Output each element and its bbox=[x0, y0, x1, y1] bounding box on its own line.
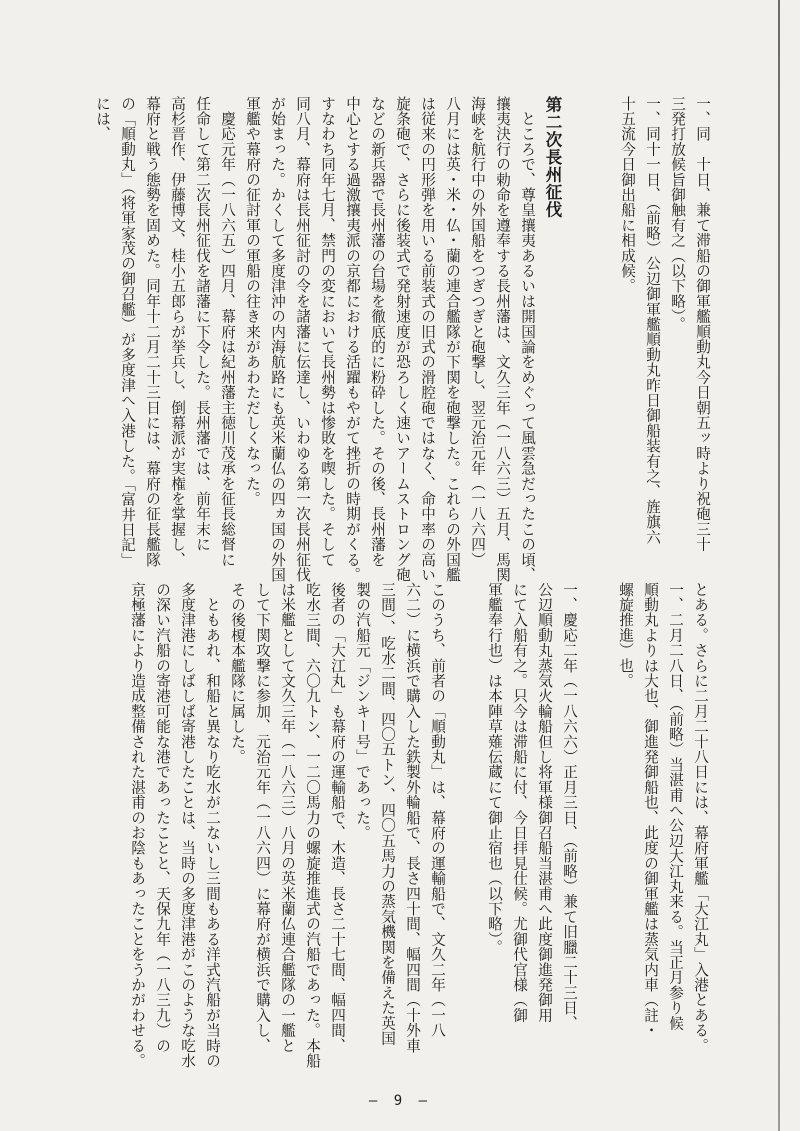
quote-line: 螺旋推進）也。 bbox=[617, 582, 634, 689]
text-line: 海峡を航行中の外国船をつぎつぎと砲撃し、翌元治元年（一八六四） bbox=[469, 96, 486, 568]
quote-line: 軍艦奉行也）は本陣草薙伝蔵にて御止宿也（以下略）。 bbox=[486, 582, 503, 955]
text-line: 後者の「大江丸」も幕府の運輸船で、木造、長さ二十七間、幅四間、 bbox=[329, 582, 346, 1054]
text-line: は従来の円形弾を用いる前装式の旧式の滑腔砲ではなく、命中率の高い bbox=[419, 96, 436, 583]
text-line: すなわち同年七月、禁門の変において長州勢は惨敗を喫した。そして bbox=[319, 96, 336, 568]
text-line: などの新兵器で長州藩の台場を徹底的に粉砕した。その後、長州藩を bbox=[369, 96, 386, 568]
section-title: 第二次長州征伐 bbox=[543, 96, 562, 219]
quote-line: 順動丸よりは大也、御進発御船也、此度の御軍艦は蒸気内車（註・ bbox=[642, 582, 659, 1038]
text-line: 攘夷決行の勅命を遵奉する長州藩は、文久三年（一八六三）五月、馬関 bbox=[494, 96, 511, 583]
text-line: の深い汽船の寄港可能な港であったことと、天保九年（一八三九）の bbox=[154, 582, 171, 1054]
quote-line: 一、二月二八日、（前略）当湛甫へ公辺大江丸来る。当正月参り候 bbox=[667, 582, 684, 1031]
text-line: 同八月、幕府は長州征討の令を諸藩に伝達し、いわゆる第一次長州征伐 bbox=[294, 96, 311, 583]
text-line: には、 bbox=[94, 96, 111, 142]
text-line: 吃水三間、六〇九トン、一二〇馬力の螺旋推進式の汽船であった。本船 bbox=[304, 582, 321, 1069]
text-line: ところで、尊皇攘夷あるいは開国論をめぐって風雲急だったこの頃、 bbox=[519, 96, 536, 583]
quote-line: にて入船有之。只今は滞船に付、今日拝見仕候。尤御代官様（御 bbox=[511, 582, 528, 1023]
text-line: 幕府と戦う態勢を固めた。同年十二月二十三日には、幕府の征長艦隊 bbox=[144, 96, 161, 568]
quote-line: 一、慶応二年（一八六六）正月三日、（前略）兼て旧臘二十三日、 bbox=[561, 582, 578, 1031]
top-quote-column bbox=[585, 96, 715, 552]
text-line: 製の汽船元「ジンキー号」であった。 bbox=[354, 582, 371, 841]
text-line: その後榎本艦隊に属した。 bbox=[229, 582, 246, 765]
text-line: 旋条砲で、さらに後装式で発射速度が恐ろしく速いアームストロング砲 bbox=[394, 96, 411, 583]
section-body bbox=[94, 96, 565, 583]
text-line: とある。さらに二月二十八日には、幕府軍艦「大江丸」入港とある。 bbox=[692, 582, 709, 1054]
bottom-right-column bbox=[588, 582, 713, 1054]
quote-line: 一、同十一日、（前略）公辺御軍艦順動丸昨日御船装有之、旌旗六 bbox=[644, 96, 661, 545]
text-line: 六二）に横浜で購入した鉄製外輪船で、長さ四十間、幅四間（十外車 bbox=[404, 582, 421, 1054]
text-line: 軍艦や幕府の征討軍の軍船の往き来があわただしくなった。 bbox=[244, 96, 261, 507]
page-number: — 9 — bbox=[368, 1093, 432, 1109]
text-line: 京極藩により造成整備された湛甫のお陰もあったことをうかがわせる。 bbox=[129, 582, 146, 1069]
text-line: して下関攻撃に参加、元治元年（一八六四）に幕府が横浜で購入し、 bbox=[254, 582, 271, 1054]
quote-line: 三発打放候旨御触有之（以下略）。 bbox=[669, 96, 686, 332]
text-line: 多度津港にしばしば寄港したことは、当時の多度津港がこのような吃水 bbox=[179, 582, 196, 1069]
bottom-middle-quote bbox=[452, 582, 582, 1031]
quote-line: 一、同 十日、兼て滞船の御軍艦順動丸今日朝五ッ時より祝砲三十 bbox=[694, 96, 711, 552]
text-line: このうち、前者の「順動丸」は、幕府の運輸船で、文久二年（一八 bbox=[429, 582, 446, 1038]
quote-line: 十五流今日御出船に相成候。 bbox=[619, 96, 636, 294]
text-line: 八月には英・米・仏・蘭の連合艦隊が下関を砲撃した。これらの外国艦 bbox=[444, 96, 461, 583]
text-line: の「順動丸」（将軍家茂の御召艦）が多度津へ入港した。「富井日記」 bbox=[119, 96, 136, 568]
quote-line: 公辺順動丸蒸気火輪船但し将軍様御召船当湛甫へ此度御進発御用 bbox=[536, 582, 553, 1023]
text-line: 慶応元年（一八六五）四月、幕府は紀州藩主徳川茂承を征長総督に bbox=[219, 96, 236, 568]
binding-edge-line bbox=[778, 0, 780, 1131]
text-line: 三間）、吃水二間、四〇五トン、四〇五馬力の蒸気機関を備えた英国 bbox=[379, 582, 396, 1046]
text-line: が始まった。かくして多度津沖の内海航路にも英米蘭仏の四ヵ国の外国 bbox=[269, 96, 286, 583]
text-line: 高杉晋作、伊藤博文、桂小五郎らが挙兵し、倒幕派が実権を掌握し、 bbox=[169, 96, 186, 568]
text-line: 中心とする過激攘夷派の京都における活躍もやがて挫折の時期がくる。 bbox=[344, 96, 361, 583]
text-line: は米艦として文久三年（一八六三）八月の英米蘭仏連合艦隊の一艦と bbox=[279, 582, 296, 1054]
text-line: 任命して第二次長州征伐を諸藩に下令した。長州藩では、前年末に bbox=[194, 96, 211, 552]
text-line: ともあれ、和船と異なり吃水が二ないし三間もある洋式汽船が当時の bbox=[204, 582, 221, 1069]
bottom-left-column bbox=[120, 582, 450, 1069]
